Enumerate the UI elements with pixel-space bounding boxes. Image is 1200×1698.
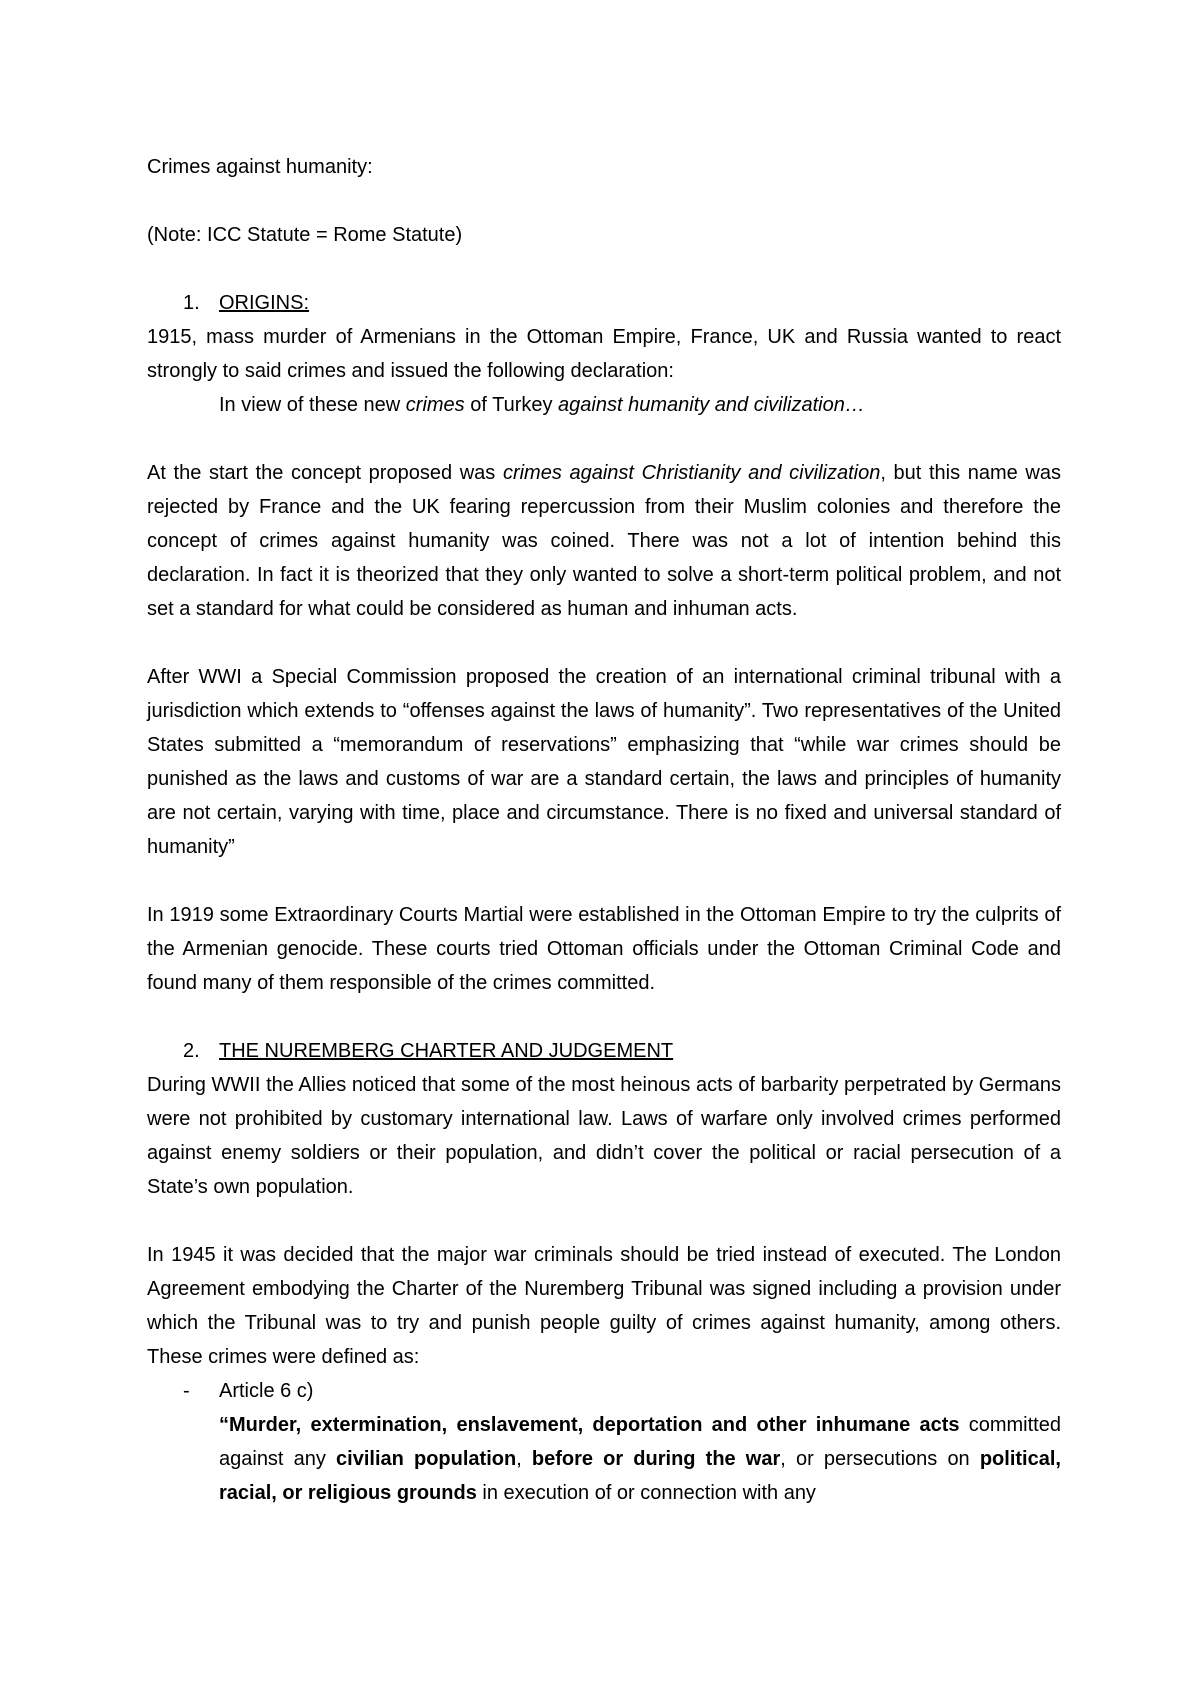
article-bullet: [147, 1374, 1061, 1408]
section-2-paragraph-2: In 1945 it was decided that the major war criminals should be tried instead of executed. The London Agreement embodying the Charter of the Nuremberg Tribunal was signed including a provision under which the Tribunal was to try and punish people guilty of crimes against humanity, among others. These crimes were defined as:: [147, 1244, 1061, 1368]
document-title: Crimes against humanity:: [147, 156, 373, 178]
section-1-paragraph-1: 1915, mass murder of Armenians in the Ottoman Empire, France, UK and Russia wanted to react strongly to said crimes and issued the following declaration:: [147, 326, 1061, 382]
document-body: [147, 150, 1061, 1510]
section-2-title: THE NUREMBERG CHARTER AND JUDGEMENT: [219, 1040, 674, 1062]
section-1-heading: [147, 286, 1061, 320]
section-2-heading: [147, 1034, 1061, 1068]
note-line: (Note: ICC Statute = Rome Statute): [147, 224, 463, 246]
section-1-paragraph-3: After WWI a Special Commission proposed the creation of an international criminal tribunal with a jurisdiction which extends to “offenses against the laws of humanity”. Two representatives of the United States submitted a “memorandum of reservations” emphasizing that “while war crimes should be punished as the laws and customs of war are a standard certain, the laws and principles of humanity are not certain, varying with time, place and circumstance. There is no fixed and universal standard of humanity”: [147, 666, 1061, 858]
section-1-paragraph-2: At the start the concept proposed was crimes against Christianity and civilization, but this name was rejected by France and the UK fearing repercussion from their Muslim colonies and therefore the concept of crimes against humanity was coined. There was not a lot of intention behind this declaration. In fact it is theorized that they only wanted to solve a short-term political problem, and not set a standard for what could be considered as human and inhuman acts.: [147, 462, 1061, 620]
section-2-number: 2.: [183, 1040, 200, 1062]
section-2-paragraph-1: During WWII the Allies noticed that some of the most heinous acts of barbarity perpetrated by Germans were not prohibited by customary international law. Laws of warfare only involved crimes performed against enemy soldiers or their population, and didn’t cover the political or racial persecution of a State’s own population.: [147, 1074, 1061, 1198]
declaration-quote: In view of these new crimes of Turkey against humanity and civilization…: [219, 394, 865, 416]
article-quote: “Murder, extermination, enslavement, deportation and other inhumane acts committed against any civilian population, before or during the war, or persecutions on political, racial, or religious grounds in execution of or connection with any: [219, 1414, 1061, 1504]
bullet-dash: -: [183, 1380, 190, 1402]
section-1-paragraph-4: In 1919 some Extraordinary Courts Martial were established in the Ottoman Empire to try the culprits of the Armenian genocide. These courts tried Ottoman officials under the Ottoman Criminal Code and found many of them responsible of the crimes committed.: [147, 904, 1061, 994]
section-1-number: 1.: [183, 292, 200, 314]
section-1-title: ORIGINS:: [219, 292, 310, 314]
article-label: Article 6 c): [219, 1380, 314, 1402]
